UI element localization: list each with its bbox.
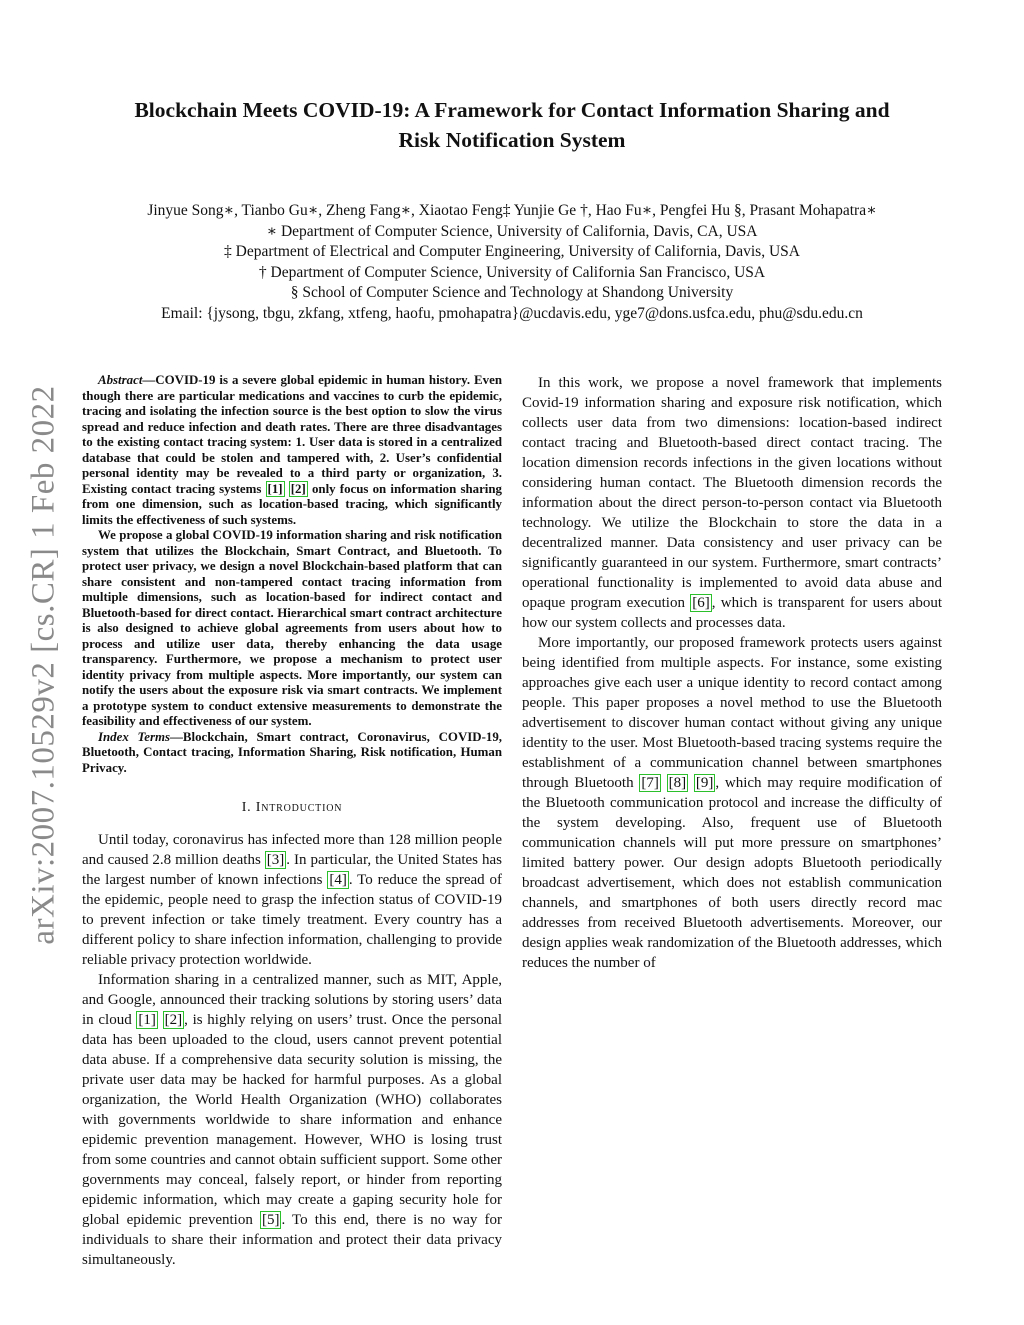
citation-link-4[interactable]: [4]	[329, 872, 347, 888]
abstract-paragraph-2: We propose a global COVID-19 information sharing and risk notification system that utilizes the Blockchain, Smart Contract, and Bluetooth. To protect user privacy, we design a novel Blockchain-based platform that can share consistent and non-tampered contact tracing information from multiple dimensions, such as location-based for indirect contact and Bluetooth-based for direct contact. Hierarchical smart contract architecture is also designed to achieve global agreements from users about how to process and utilize user data, thereby enhancing the data usage transparency. Furthermore, we propose a mechanism to protect user identity privacy from multiple aspects. More importantly, our system can notify the users about the exposure risk via smart contracts. We implement a prototype system to conduct extensive measurements to demonstrate the feasibility and effectiveness of our system.	[82, 528, 502, 728]
author-emails: Email: {jysong, tbgu, zkfang, xtfeng, haofu, pmohapatra}@ucdavis.edu, yge7@dons.usfca.edu, phu@sdu.edu.cn	[161, 304, 863, 322]
right-column	[522, 373, 942, 973]
citation-link-1[interactable]: [1]	[138, 1012, 156, 1028]
affiliation-4: § School of Computer Science and Technology at Shandong University	[290, 284, 734, 302]
intro-paragraph-1: Until today, coronavirus has infected more than 128 million people and caused 2.8 million deaths [3] . In particular, the United States has the largest number of known infections [4] . To reduce the spread of the epidemic, people need to grasp the infection status of COVID-19 to prevent infection or take timely treatment. Every country has a different policy to share infection information, challenging to provide reliable privacy protection worldwide.	[82, 832, 503, 968]
introduction-left	[82, 830, 502, 1270]
author-names: Jinyue Song∗, Tianbo Gu∗, Zheng Fang∗, Xiaotao Feng‡ Yunjie Ge †, Hao Fu∗, Pengfei Hu §, Prasant Mohapatra∗	[147, 202, 877, 219]
citation-link-3[interactable]: [3]	[266, 852, 285, 868]
abstract-label: Abstract	[98, 373, 143, 387]
abstract	[82, 373, 502, 776]
intro-paragraph-2: Information sharing in a centralized manner, such as MIT, Apple, and Google, announced their tracking solutions by storing users’ data in cloud [1] [2] , is highly relying on users’ trust. Once the personal data has been uploaded to the cloud, users cannot prevent potential data abuse. If a comprehensive data security solution is missing, the private user data may be hacked for harmful purposes. As a global organization, the World Health Organization (WHO) collaborates with governments worldwide to share information and enhance epidemic prevention management. However, WHO is losing trust from some countries and cannot obtain sufficient support. Some other governments may conceal, falsely report, or hinder from reporting epidemic information, which may create a gaping security hole for global epidemic prevention [5] . To this end, there is no way for individuals to share their information and protect their data privacy simultaneously.	[82, 972, 503, 1268]
citation-link-5[interactable]: [5]	[261, 1212, 280, 1228]
left-column	[82, 373, 502, 1270]
index-terms: Index Terms—Blockchain, Smart contract, Coronavirus, COVID-19, Bluetooth, Contact tracing, Information Sharing, Risk notification, Human Privacy.	[82, 729, 502, 775]
citation-link-9[interactable]: [9]	[695, 775, 714, 791]
abstract-paragraph-1: Abstract—COVID-19 is a severe global epidemic in human history. Even though there are particular medications and vaccines to curb the epidemic, tracing and isolating the infection source is the best option to slow the virus spread and reduce infection and death rates. There are three disadvantages to the existing contact tracing system: 1. User data is stored in a centralized database that could be stolen and tampered with, 2. User’s confidential personal identity may be revealed to a third party or organization, 3. Existing contact tracing systems [1] [2] only focus on information sharing from one dimension, such as location-based tracing, which significantly limits the effectiveness of such systems.	[82, 373, 502, 527]
citation-link-1[interactable]: [1]	[267, 481, 283, 496]
index-terms-label: Index Terms	[98, 729, 171, 744]
arxiv-identifier: arXiv:2007.10529v2 [cs.CR] 1 Feb 2022	[25, 385, 62, 945]
affiliation-1: ∗ Department of Computer Science, University of California, Davis, CA, USA	[266, 222, 758, 240]
citation-link-6[interactable]: [6]	[692, 595, 710, 611]
introduction-right	[522, 373, 942, 973]
citation-link-2[interactable]: [2]	[164, 1012, 183, 1028]
citation-link-8[interactable]: [8]	[668, 775, 687, 791]
citation-link-2[interactable]: [2]	[290, 481, 306, 496]
intro-paragraph-3: In this work, we propose a novel framework that implements Covid-19 information sharing and exposure risk notification, which collects user data from two dimensions: location-based indirect contact tracing and Bluetooth-based direct contact tracing. The location dimension records infections in the given locations without considering human contact. The Bluetooth dimension records the information about the direct person-to-person contact via Bluetooth technology. We utilize the Blockchain to store the data in a decentralized manner. Data consistency and user privacy can be significantly guaranteed in our system. Furthermore, smart contracts’ operational functionality is implemented to avoid data abuse and opaque program execution [6] , which is transparent for users about how our system collects and processes data.	[522, 375, 942, 631]
intro-paragraph-4: More importantly, our proposed framework protects users against being identified from multiple aspects. For instance, some existing approaches give each user a unique identity to record contact among people. This paper proposes a novel method to use the Bluetooth advertisement to discover human contact without giving any unique identity to the user. Most Bluetooth-based tracing systems require the establishment of a communication channel between smartphones through Bluetooth [7] [8] [9] , which may require modification of the Bluetooth communication protocol and increase the difficulty of the system developing. Also, frequent use of Bluetooth communication channels will put more pressure on smartphones’ limited battery power. Our design adopts Bluetooth periodically broadcast advertisement, which does not establish communication channels, and smartphones of both users directly record mac addresses from received Bluetooth advertisements. Moreover, our design applies weak randomization of the Bluetooth addresses, which reduces the number of	[522, 635, 943, 971]
arxiv-identifier-strip	[14, 365, 74, 965]
affiliation-2: ‡ Department of Electrical and Computer Engineering, University of California, Davis, USA	[224, 243, 800, 261]
author-block	[60, 201, 964, 325]
citation-link-7[interactable]: [7]	[641, 775, 659, 791]
title-line-2: Risk Notification System	[398, 128, 626, 152]
affiliation-3: † Department of Computer Science, University of California San Francisco, USA	[258, 263, 766, 281]
section-heading-introduction: I. Introduction	[241, 800, 343, 815]
paper-title	[80, 95, 944, 155]
title-line-1: Blockchain Meets COVID-19: A Framework for Contact Information Sharing and	[134, 98, 890, 122]
